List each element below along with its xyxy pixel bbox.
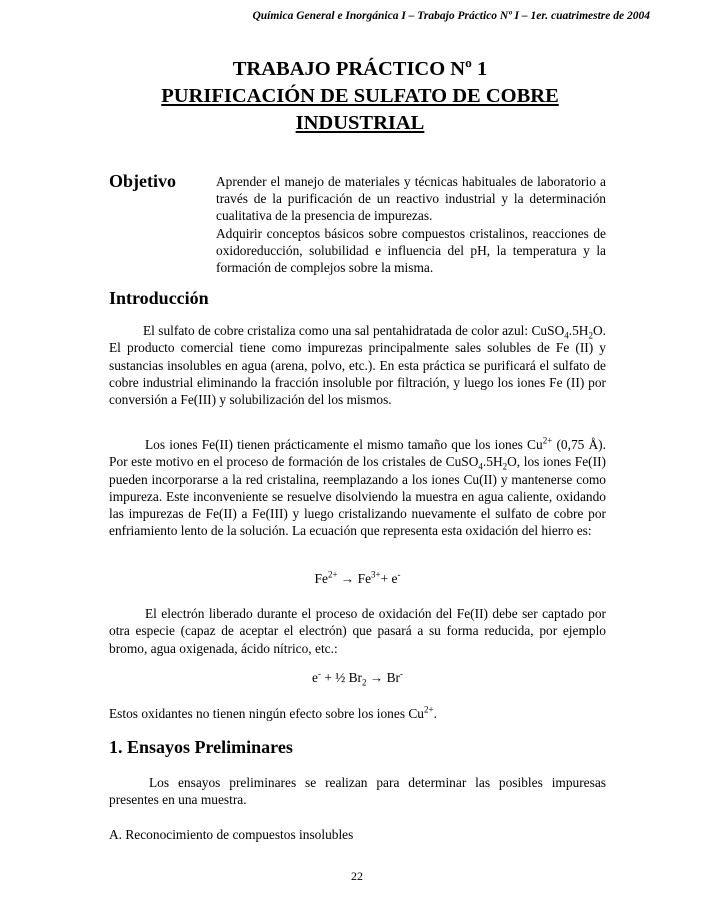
introduccion-heading: Introducción — [109, 288, 209, 308]
equation-iron-oxidation: $Fe^{2+} \to Fe^{3+}+ e^-$ — [314, 569, 401, 586]
ensayos-paragraph-1: Los ensayos preliminares se realizan para determinar las posibles impuresas presentes en una muestra. — [109, 775, 606, 808]
equation-bromine-reduction: e- + ½ $Br_2 \to Br^-$ — [312, 668, 403, 688]
title-line-2: PURIFICACIÓN DE SULFATO DE COBRE — [161, 85, 559, 107]
page-number: 22 — [351, 869, 363, 883]
ensayos-heading: 1. Ensayos Preliminares — [109, 737, 293, 757]
ensayos-subheading: A. Reconocimiento de compuestos insolubles — [109, 827, 354, 842]
objetivo-text — [216, 173, 606, 276]
title-line-3: INDUSTRIAL — [295, 112, 425, 134]
title-line-1: TRABAJO PRÁCTICO Nº 1 — [232, 58, 488, 80]
intro-paragraph-2: Los iones Fe(II) tienen prácticamente el mismo tamaño que los iones $Cu^{2+}$ (0,75 Å). Por este motivo en el proceso de formación de los cristales de $CuSO_4.5H_2O$, los iones Fe(II) pueden incorporarse a la red cristalina, reemplazando a los iones Cu(II) y mantenerse como impureza. Este inconveniente se resuelve disolviendo la muestra en agua caliente, oxidando las impurezas de Fe(II) a Fe(III) y luego cristalizando nuevamente el sulfato de cobre por enfriamiento lento de la solución. La ecuación que representa esta oxidación del hierro es: — [109, 435, 606, 539]
objetivo-paragraph-1: Aprender el manejo de materiales y técnicas habituales de laboratorio a través de la purificación de un reactivo industrial y la determinación cualitativa de la presencia de impurezas. — [216, 174, 606, 224]
objetivo-paragraph-2: Adquirir conceptos básicos sobre compuestos cristalinos, reacciones de oxidoreducción, solubilidad e influencia del pH, la temperatura y la formación de complejos sobre la misma. — [216, 225, 606, 276]
running-header: Química General e Inorgánica I – Trabajo Práctico Nº I – 1er. cuatrimestre de 2004 — [252, 10, 650, 22]
intro-paragraph-4: Estos oxidantes no tienen ningún efecto sobre los iones $Cu^{2+}$. — [109, 704, 437, 721]
objetivo-heading: Objetivo — [109, 171, 176, 191]
intro-paragraph-3: El electrón liberado durante el proceso de oxidación del Fe(II) debe ser captado por otra especie (capaz de aceptar el electrón) que pasará a su forma reducida, por ejemplo bromo, agua oxigenada, ácido nítrico, etc.: — [109, 606, 606, 656]
intro-paragraph-1: El sulfato de cobre cristaliza como una sal pentahidratada de color azul: $CuSO_4.5H_2O$. El producto comercial tiene como impurezas principalmente sales solubles de Fe (II) y sustancias insolubles en agua (arena, polvo, etc.). En esta práctica se purificará el sulfato de cobre industrial eliminando la fracción insoluble por filtración, y luego los iones Fe (II) por conversión a Fe(III) y solubilización del los mismos. — [109, 323, 606, 408]
page-title — [90, 56, 630, 137]
